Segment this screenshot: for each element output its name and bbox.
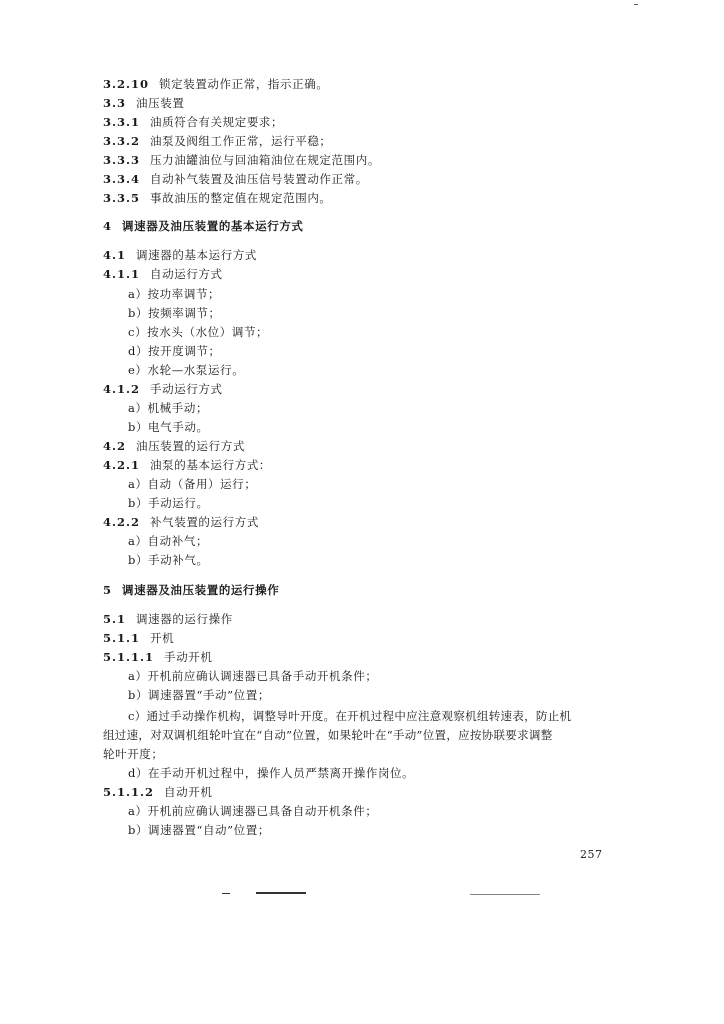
list-item	[128, 804, 377, 819]
clause-3-2-10	[103, 77, 328, 92]
list-item	[128, 766, 414, 781]
scan-artifact	[256, 892, 306, 894]
list-item-text: b）调速器置“自动”位置；	[128, 823, 270, 837]
clause-number: 4.2.1	[103, 458, 141, 472]
list-item-text: b）手动补气。	[128, 553, 209, 567]
list-item	[128, 688, 270, 703]
section-title: 油压装置	[136, 96, 185, 110]
section-title: 调速器的基本运行方式	[136, 248, 258, 262]
page-number: 257	[580, 848, 603, 861]
list-item	[128, 325, 268, 340]
chapter-title: 调速器及油压装置的基本运行方式	[122, 219, 304, 233]
list-item-text: a）开机前应确认调速器已具备自动开机条件；	[128, 804, 378, 818]
clause-3-3-1	[103, 115, 283, 130]
clause-number: 3.3.1	[103, 115, 141, 129]
paragraph-continuation	[103, 728, 553, 743]
clause-number: 5.1.1.1	[103, 650, 155, 664]
list-item-text: d）按开度调节；	[128, 344, 221, 358]
clause-5-1-1	[103, 631, 174, 646]
chapter-5-heading	[103, 583, 279, 598]
clause-4-1-1	[103, 267, 223, 282]
clause-text: 事故油压的整定值在规定范围内。	[150, 191, 332, 205]
clause-text: 手动运行方式	[150, 382, 223, 396]
section-3-3	[103, 96, 184, 111]
section-5-1	[103, 612, 233, 627]
list-item-text: b）调速器置“手动”位置；	[128, 688, 270, 702]
section-number: 5.1	[103, 612, 127, 626]
clause-text: 手动开机	[164, 650, 213, 664]
list-item-text: a）按功率调节；	[128, 287, 221, 301]
section-4-2	[103, 439, 245, 454]
clause-number: 3.3.4	[103, 172, 141, 186]
clause-text: 压力油罐油位与回油箱油位在规定范围内。	[150, 153, 380, 167]
clause-number: 4.1.2	[103, 382, 141, 396]
clause-number: 4.2.2	[103, 515, 141, 529]
clause-text: 补气装置的运行方式	[150, 515, 259, 529]
clause-text: 油泵及阀组工作正常，运行平稳；	[150, 134, 332, 148]
list-item-text: c）按水头（水位）调节；	[128, 325, 269, 339]
list-item-text: b）手动运行。	[128, 496, 209, 510]
clause-number: 5.1.1	[103, 631, 141, 645]
list-item	[128, 401, 208, 416]
clause-number: 4.1.1	[103, 267, 141, 281]
clause-5-1-1-1	[103, 650, 212, 665]
list-item-text: e）水轮—水泵运行。	[128, 363, 245, 377]
clause-text: 自动补气装置及油压信号装置动作正常。	[150, 172, 368, 186]
section-number: 3.3	[103, 96, 127, 110]
clause-number: 3.3.3	[103, 153, 141, 167]
scan-artifact	[470, 894, 540, 895]
list-item-text: c）通过手动操作机构，调整导叶开度。在开机过程中应注意观察机组转速表，防止机	[128, 709, 572, 723]
list-item	[128, 534, 208, 549]
chapter-number: 5	[103, 583, 113, 597]
list-item	[128, 287, 220, 302]
list-item	[128, 709, 571, 724]
chapter-4-heading	[103, 219, 304, 234]
clause-number: 5.1.1.2	[103, 785, 155, 799]
clause-number: 3.3.2	[103, 134, 141, 148]
list-item-text: b）按频率调节；	[128, 306, 221, 320]
section-number: 4.1	[103, 248, 127, 262]
list-item	[128, 306, 221, 321]
clause-text: 油泵的基本运行方式：	[150, 458, 272, 472]
scan-artifact	[222, 893, 230, 894]
section-4-1	[103, 248, 257, 263]
list-item	[128, 344, 221, 359]
list-item	[128, 420, 209, 435]
clause-4-1-2	[103, 382, 223, 397]
clause-number: 3.3.5	[103, 191, 141, 205]
clause-3-3-3	[103, 153, 380, 168]
clause-3-3-4	[103, 172, 368, 187]
clause-3-3-5	[103, 191, 332, 206]
list-item-text: a）自动补气；	[128, 534, 209, 548]
paragraph-text: 轮叶开度；	[103, 747, 164, 761]
list-item-text: a）自动（备用）运行；	[128, 477, 257, 491]
section-title: 调速器的运行操作	[136, 612, 233, 626]
list-item	[128, 669, 377, 684]
list-item-text: a）开机前应确认调速器已具备手动开机条件；	[128, 669, 378, 683]
list-item	[128, 477, 256, 492]
clause-text: 自动开机	[164, 785, 213, 799]
list-item-text: d）在手动开机过程中，操作人员严禁离开操作岗位。	[128, 766, 415, 780]
clause-text: 油质符合有关规定要求；	[150, 115, 284, 129]
clause-text: 开机	[150, 631, 175, 645]
chapter-title: 调速器及油压装置的运行操作	[122, 583, 280, 597]
paragraph-continuation	[103, 747, 164, 762]
list-item	[128, 496, 209, 511]
clause-5-1-1-2	[103, 785, 212, 800]
clause-4-2-2	[103, 515, 259, 530]
paragraph-text: 组过速，对双调机组轮叶宜在“自动”位置，如果轮叶在“手动”位置，应按协联要求调整	[103, 728, 553, 742]
list-item	[128, 553, 209, 568]
list-item	[128, 363, 244, 378]
scan-artifact	[634, 4, 638, 5]
clause-text: 自动运行方式	[150, 267, 223, 281]
list-item-text: b）电气手动。	[128, 420, 209, 434]
section-number: 4.2	[103, 439, 127, 453]
clause-text: 锁定装置动作正常，指示正确。	[159, 77, 329, 91]
section-title: 油压装置的运行方式	[136, 439, 245, 453]
clause-4-2-1	[103, 458, 271, 473]
clause-3-3-2	[103, 134, 332, 149]
list-item	[128, 823, 270, 838]
list-item-text: a）机械手动；	[128, 401, 209, 415]
chapter-number: 4	[103, 219, 113, 233]
clause-number: 3.2.10	[103, 77, 150, 91]
